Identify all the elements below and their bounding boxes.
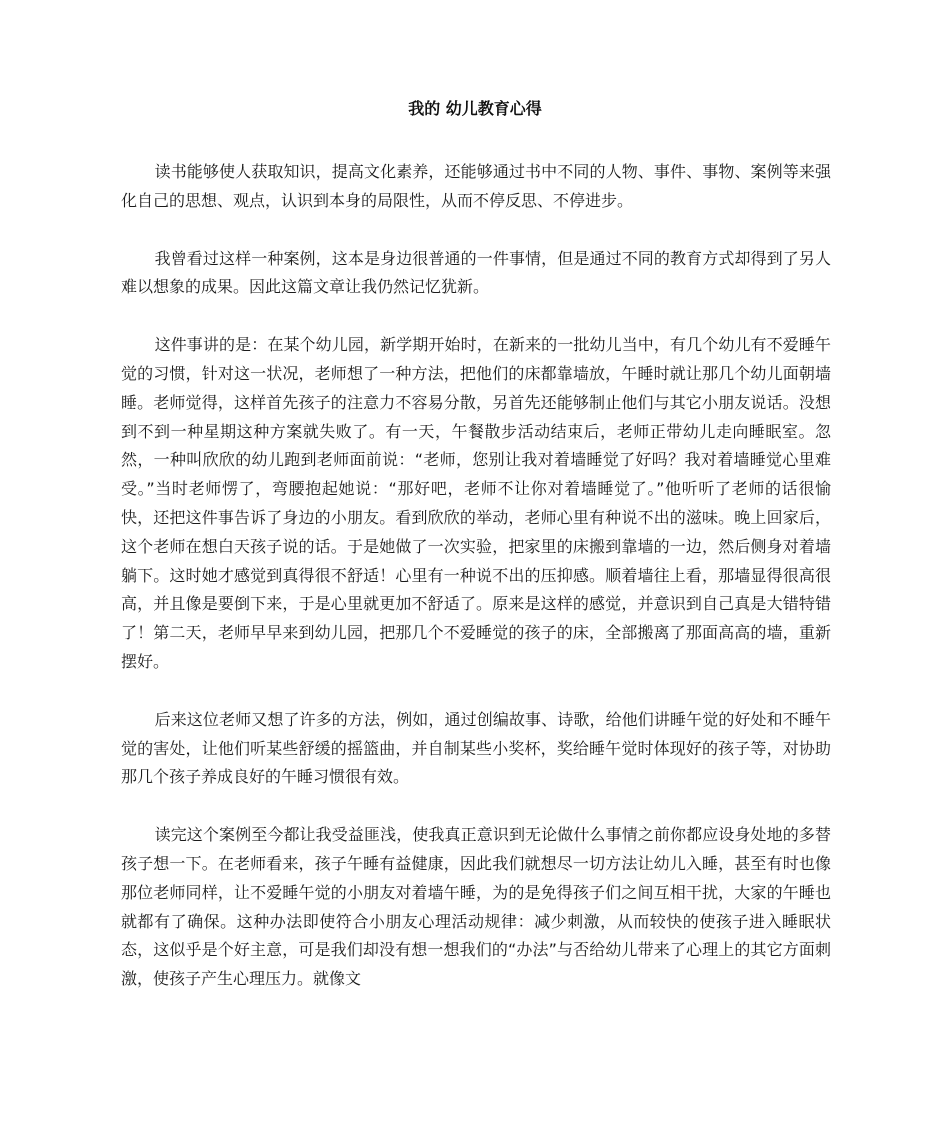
- paragraph-4: 后来这位老师又想了许多的方法，例如，通过创编故事、诗歌，给他们讲睡午觉的好处和不睡午觉的害处，让他们听某些舒缓的摇篮曲，并自制某些小奖杯，奖给睡午觉时体现好的孩子等，对协助那几个孩子养成良好的午睡习惯很有效。: [121, 709, 831, 787]
- document-title: 我的 幼儿教育心得: [408, 99, 542, 118]
- paragraph-1: 读书能够使人获取知识，提高文化素养，还能够通过书中不同的人物、事件、事物、案例等来强化自己的思想、观点，认识到本身的局限性，从而不停反思、不停进步。: [121, 162, 831, 210]
- paragraph-5: 读完这个案例至今都让我受益匪浅，使我真正意识到无论做什么事情之前你都应设身处地的多替孩子想一下。在老师看来，孩子午睡有益健康，因此我们就想尽一切方法让幼儿入睡，甚至有时也像那位老师同样，让不爱睡午觉的小朋友对着墙午睡，为的是免得孩子们之间互相干扰，大家的午睡也就都有了确保。这种办法即使符合小朋友心理活动规律：减少刺激，从而较快的使孩子进入睡眠状态，这似乎是个好主意，可是我们却没有想一想我们的“办法”与否给幼儿带来了心理上的其它方面刺激，使孩子产生心理压力。就像文: [121, 825, 831, 989]
- paragraph-2: 我曾看过这样一种案例，这本是身边很普通的一件事情，但是通过不同的教育方式却得到了另人难以想象的成果。因此这篇文章让我仍然记忆犹新。: [121, 248, 831, 297]
- paragraph-3: 这件事讲的是：在某个幼儿园，新学期开始时，在新来的一批幼儿当中，有几个幼儿有不爱睡午觉的习惯，针对这一状况，老师想了一种方法，把他们的床都靠墙放，午睡时就让那几个幼儿面朝墙睡。老师觉得，这样首先孩子的注意力不容易分散，另首先还能够制止他们与其它小朋友说话。没想到不到一种星期这种方案就失败了。有一天，午餐散步活动结束后，老师正带幼儿走向睡眠室。忽然，一种叫欣欣的幼儿跑到老师面前说：“老师，您别让我对着墙睡觉了好吗？我对着墙睡觉心里难受。”当时老师愣了，弯腰抱起她说：“那好吧，老师不让你对着墙睡觉了。”他听听了老师的话很愉快，还把这件事告诉了身边的小朋友。看到欣欣的举动，老师心里有种说不出的滋味。晚上回家后，这个老师在想白天孩子说的话。于是她做了一次实验，把家里的床搬到靠墙的一边，然后侧身对着墙躺下。这时她才感觉到真得很不舒适！心里有一种说不出的压抑感。顺着墙往上看，那墙显得很高很高，并且像是要倒下来，于是心里就更加不舒适了。原来是这样的感觉，并意识到自己真是大错特错了！第二天，老师早早来到幼儿园，把那几个不爱睡觉的孩子的床，全部搬离了那面高高的墙，重新摆好。: [121, 335, 831, 671]
- document-body: [121, 158, 831, 1023]
